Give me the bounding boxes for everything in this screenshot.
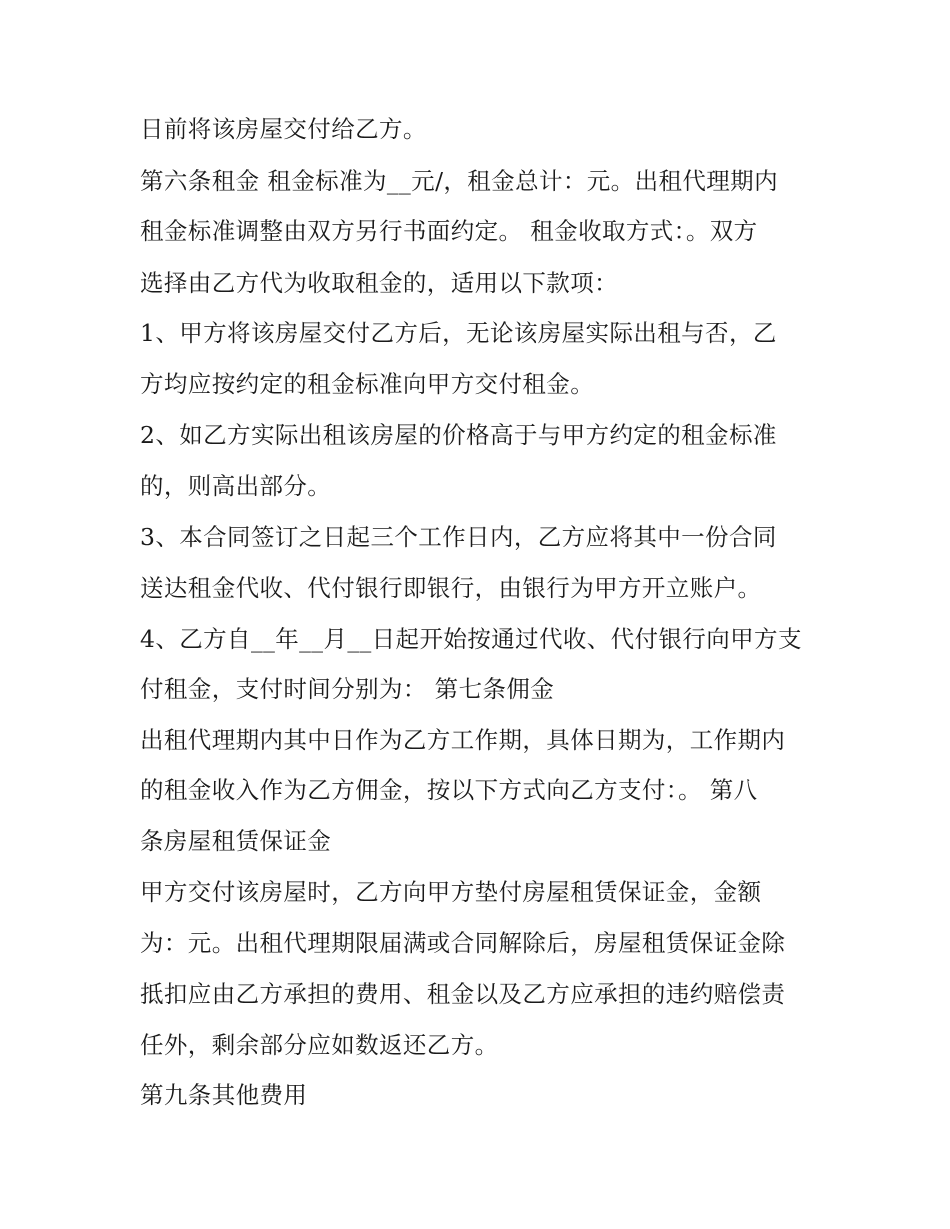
- text-line: 送达租金代收、代付银行即银行，由银行为甲方开立账户。: [140, 574, 762, 602]
- text-line: 付租金，支付时间分别为： 第七条佣金: [140, 675, 555, 703]
- text-line: 的，则高出部分。: [140, 472, 332, 500]
- text-line: 第九条其他费用: [140, 1081, 308, 1109]
- text-line: 3、本合同签订之日起三个工作日内，乙方应将其中一份合同: [140, 523, 777, 551]
- text-line: 租金标准调整由双方另行书面约定。 租金收取方式：。双方: [140, 217, 758, 245]
- text-line: 第六条租金 租金标准为__元/，租金总计：元。出租代理期内: [140, 167, 778, 195]
- text-line: 4、乙方自__年__月__日起开始按通过代收、代付银行向甲方支: [140, 625, 802, 653]
- text-line: 选择由乙方代为收取租金的，适用以下款项：: [140, 269, 618, 297]
- text-line: 为：元。出租代理期限届满或合同解除后，房屋租赁保证金除: [140, 929, 786, 957]
- text-line: 抵扣应由乙方承担的费用、租金以及乙方应承担的违约赔偿责: [140, 980, 786, 1008]
- text-line: 任外，剩余部分应如数返还乙方。: [140, 1031, 499, 1059]
- text-line: 条房屋租赁保证金: [140, 827, 332, 855]
- text-line: 日前将该房屋交付给乙方。: [140, 115, 427, 143]
- text-line: 2、如乙方实际出租该房屋的价格高于与甲方约定的租金标准: [140, 421, 777, 449]
- text-line: 方均应按约定的租金标准向甲方交付租金。: [140, 370, 595, 398]
- text-line: 出租代理期内其中日作为乙方工作期，具体日期为，工作期内: [140, 726, 786, 754]
- text-line: 甲方交付该房屋时，乙方向甲方垫付房屋租赁保证金，金额: [140, 878, 762, 906]
- text-line: 的租金收入作为乙方佣金，按以下方式向乙方支付：。 第八: [140, 776, 758, 804]
- text-line: 1、甲方将该房屋交付乙方后，无论该房屋实际出租与否，乙: [140, 319, 777, 347]
